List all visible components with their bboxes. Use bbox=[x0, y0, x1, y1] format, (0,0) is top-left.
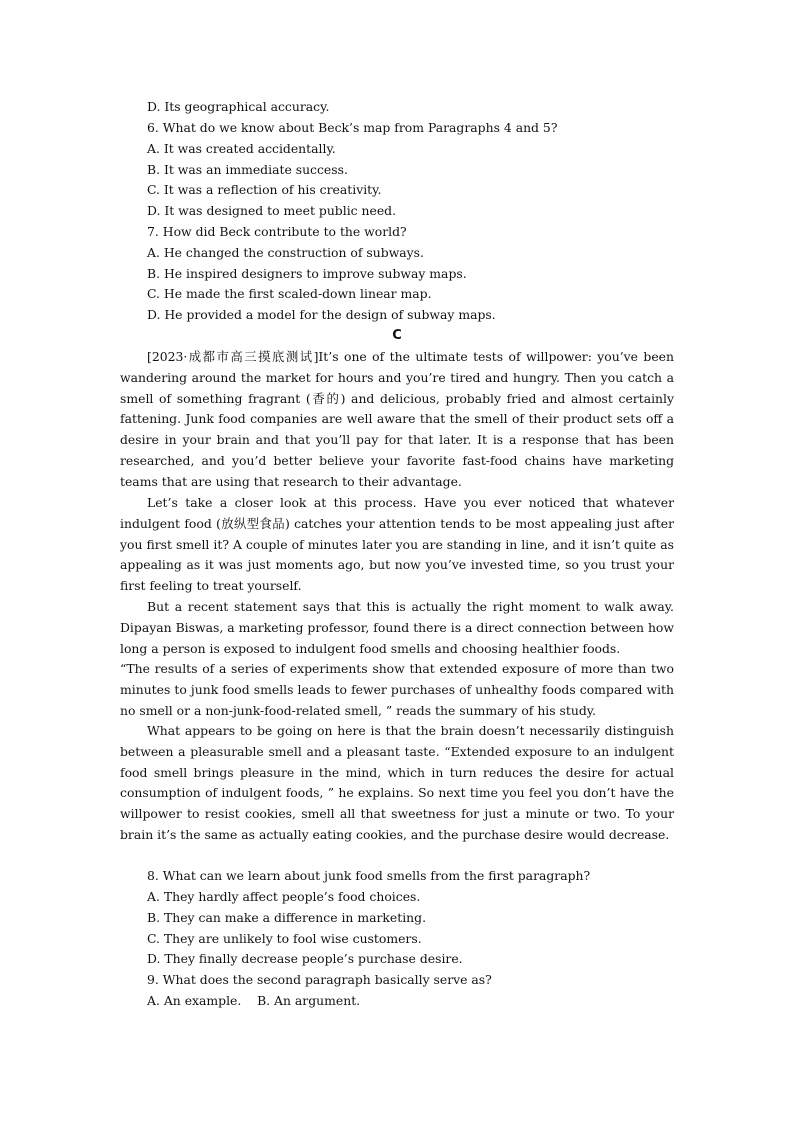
question-7: 7. How did Beck contribute to the world? bbox=[147, 224, 407, 239]
passage-paragraph-2: Let’s take a closer look at this process. Have you ever noticed that whatever indulgent food (放纵型食品) catches your attention tends to be most appealing just after you first smell it? A couple of minutes later you are standing in line, and it isn’t quite as appealing as it was just moments ago, but now you’ve invested time, so you trust your first feeling to treat yourself. bbox=[120, 495, 674, 594]
option-8c: C. They are unlikely to fool wise customers. bbox=[147, 931, 422, 946]
option-8a: A. They hardly affect people’s food choices. bbox=[147, 889, 421, 904]
passage-paragraph-3-quote: “The results of a series of experiments show that extended exposure of more than two minutes to junk food smells leads to fewer purchases of unhealthy foods compared with no smell or a non-junk-food-related smell, ” reads the summary of his study. bbox=[120, 661, 674, 718]
passage-paragraph-4: What appears to be going on here is that the brain doesn’t necessarily distinguish between a pleasurable smell and a pleasant taste. “Extended exposure to an indulgent food smell brings pleasure in the mind, which in turn reduces the desire for actual consumption of indulgent foods, ” he explains. So next time you feel you don’t have the willpower to resist cookies, smell all that sweetness for just a minute or two. To your brain it’s the same as actually eating cookies, and the purchase desire would decrease. bbox=[120, 723, 674, 842]
question-8: 8. What can we learn about junk food smells from the first paragraph? bbox=[147, 868, 591, 883]
option-7d: D. He provided a model for the design of subway maps. bbox=[147, 307, 496, 322]
option-6b: B. It was an immediate success. bbox=[147, 162, 348, 177]
option-6c: C. It was a reflection of his creativity. bbox=[147, 182, 382, 197]
options-9ab: A. An example. B. An argument. bbox=[147, 993, 361, 1008]
option-6d: D. It was designed to meet public need. bbox=[147, 203, 397, 218]
passage-paragraph-3: But a recent statement says that this is actually the right moment to walk away. Dipayan Biswas, a marketing professor, found there is a direct connection between how long a person is exposed to indulgent food smells and choosing healthier foods. bbox=[120, 599, 674, 656]
option-7a: A. He changed the construction of subways. bbox=[147, 245, 424, 260]
passage-paragraph-1: [2023·成都市高三摸底测试]It’s one of the ultimate tests of willpower: you’ve been wandering around the market for hours and you’re tired and hungry. Then you catch a smell of something fragrant (香的) and delicious, probably fried and almost certainly fattening. Junk food companies are well aware that the smell of their product sets off a desire in your brain and that you’ll pay for that later. It is a response that has been researched, and you’d better believe your favorite fast-food chains have marketing teams that are using that research to their advantage. bbox=[120, 349, 674, 489]
question-6: 6. What do we know about Beck’s map from Paragraphs 4 and 5? bbox=[147, 120, 558, 135]
option-7b: B. He inspired designers to improve subway maps. bbox=[147, 266, 467, 281]
section-heading: C bbox=[392, 328, 402, 343]
option-5d: D. Its geographical accuracy. bbox=[147, 99, 330, 114]
option-6a: A. It was created accidentally. bbox=[147, 141, 336, 156]
option-8d: D. They finally decrease people’s purchase desire. bbox=[147, 951, 463, 966]
option-8b: B. They can make a difference in marketing. bbox=[147, 910, 427, 925]
option-7c: C. He made the first scaled-down linear map. bbox=[147, 286, 432, 301]
question-9: 9. What does the second paragraph basically serve as? bbox=[147, 972, 492, 987]
